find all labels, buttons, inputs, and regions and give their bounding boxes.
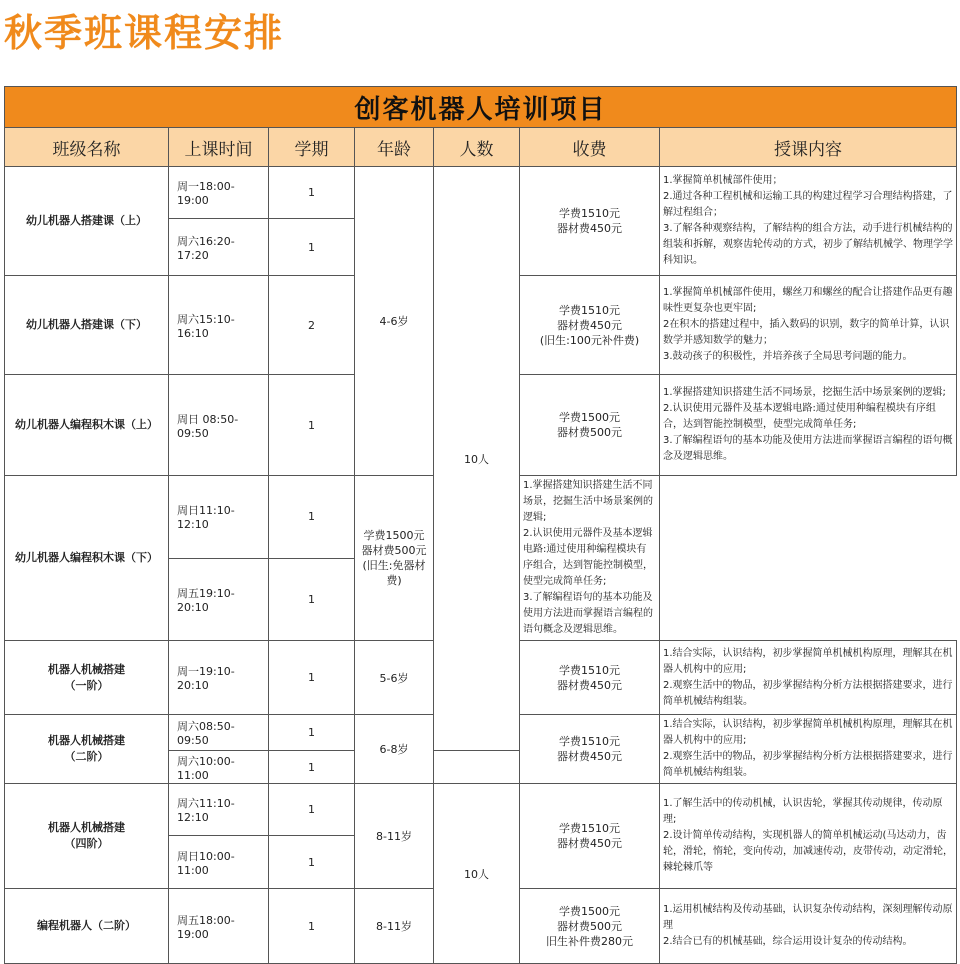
age-range: 6-8岁 — [355, 715, 434, 784]
class-time: 周六15:10-16:10 — [169, 276, 269, 375]
class-term: 1 — [269, 641, 355, 715]
class-fee: 学费1510元 器材费450元 — [520, 784, 660, 889]
course-schedule-table — [4, 86, 957, 964]
header-term: 学期 — [269, 128, 355, 167]
course-table-wrapper — [4, 86, 956, 964]
class-fee: 学费1510元 器材费450元 — [520, 167, 660, 276]
class-time: 周日10:00-11:00 — [169, 836, 269, 889]
class-content: 1.了解生活中的传动机械，认识齿轮，掌握其传动规律，传动原理; 2.设计简单传动结构，实现机器人的简单机械运动(马达动力，齿轮，滑轮，惰轮，变向传动，加减速传动，皮带传动，动定滑轮，棘轮棘爪等 — [660, 784, 957, 889]
class-name: 机器人机械搭建 （四阶） — [5, 784, 169, 889]
class-fee: 学费1510元 器材费450元 — [520, 641, 660, 715]
header-class-time: 上课时间 — [169, 128, 269, 167]
class-fee: 学费1510元 器材费450元 (旧生:100元补件费) — [520, 276, 660, 375]
class-content: 1.掌握搭建知识搭建生活不同场景，挖掘生活中场景案例的逻辑; 2.认识使用元器件及基本逻辑电路:通过使用种编程模块有序组合，达到智能控制模型，使型完成简单任务; 3.了解编程语句的基本功能及使用方法进而掌握语言编程的语句概念及逻辑思维。 — [520, 476, 660, 641]
class-size: 10人 — [434, 784, 520, 964]
class-time: 周六08:50-09:50 — [169, 715, 269, 751]
class-name: 机器人机械搭建 （二阶） — [5, 715, 169, 784]
class-fee: 学费1500元 器材费500元 — [520, 375, 660, 476]
class-name: 幼儿机器人搭建课（下） — [5, 276, 169, 375]
header-age: 年龄 — [355, 128, 434, 167]
header-class-name: 班级名称 — [5, 128, 169, 167]
class-content: 1.掌握搭建知识搭建生活不同场景，挖掘生活中场景案例的逻辑; 2.认识使用元器件及基本逻辑电路:通过使用种编程模块有序组合，达到智能控制模型，使型完成简单任务; 3.了解编程语句的基本功能及使用方法进而掌握语言编程的语句概念及逻辑思维。 — [660, 375, 957, 476]
age-range: 5-6岁 — [355, 641, 434, 715]
age-range: 8-11岁 — [355, 784, 434, 889]
header-content: 授课内容 — [660, 128, 957, 167]
class-term: 1 — [269, 167, 355, 219]
class-term: 1 — [269, 836, 355, 889]
table-header-row — [5, 128, 957, 167]
class-size: 10人 — [434, 167, 520, 751]
class-term: 1 — [269, 889, 355, 964]
class-time: 周一18:00-19:00 — [169, 167, 269, 219]
class-term: 1 — [269, 476, 355, 559]
class-fee: 学费1510元 器材费450元 — [520, 715, 660, 784]
class-time: 周六10:00-11:00 — [169, 751, 269, 784]
class-content: 1.结合实际，认识结构，初步掌握简单机械机构原理，理解其在机器人机构中的应用; 2.观察生活中的物品，初步掌握结构分析方法根据搭建要求，进行简单机械结构组装。 — [660, 715, 957, 784]
table-banner: 创客机器人培训项目 — [5, 87, 957, 128]
class-content: 1.运用机械结构及传动基础，认识复杂传动结构，深刻理解传动原理 2.结合已有的机械基础，综合运用设计复杂的传动结构。 — [660, 889, 957, 964]
class-time: 周六16:20-17:20 — [169, 219, 269, 276]
table-row — [5, 784, 957, 836]
class-fee: 学费1500元 器材费500元 (旧生:免器材费) — [355, 476, 434, 641]
class-name: 幼儿机器人搭建课（上） — [5, 167, 169, 276]
class-content: 1.掌握简单机械部件使用； 2.通过各种工程机械和运输工具的构建过程学习合理结构搭建，了解过程组合； 3.了解各种观察结构，了解结构的组合方法，动手进行机械结构的组装和拆解，观察齿轮传动的方式，初步了解结机械学、物理学学科知识。 — [660, 167, 957, 276]
class-fee: 学费1500元 器材费500元 旧生补件费280元 — [520, 889, 660, 964]
class-time: 周五18:00-19:00 — [169, 889, 269, 964]
class-term: 2 — [269, 276, 355, 375]
class-term: 1 — [269, 375, 355, 476]
age-range: 4-6岁 — [355, 167, 434, 476]
class-content: 1.结合实际，认识结构，初步掌握简单机械机构原理，理解其在机器人机构中的应用; 2.观察生活中的物品，初步掌握结构分析方法根据搭建要求，进行简单机械结构组装。 — [660, 641, 957, 715]
class-term: 1 — [269, 558, 355, 641]
age-range: 8-11岁 — [355, 889, 434, 964]
class-term: 1 — [269, 751, 355, 784]
class-term: 1 — [269, 219, 355, 276]
table-row — [5, 167, 957, 219]
class-time: 周五19:10-20:10 — [169, 558, 269, 641]
class-time: 周日11:10-12:10 — [169, 476, 269, 559]
class-term: 1 — [269, 784, 355, 836]
class-name: 幼儿机器人编程积木课（上） — [5, 375, 169, 476]
class-name: 幼儿机器人编程积木课（下） — [5, 476, 169, 641]
class-name: 编程机器人（二阶） — [5, 889, 169, 964]
class-content: 1.掌握简单机械部件使用，螺丝刀和螺丝的配合让搭建作品更有趣味性更复杂也更牢固; 2在积木的搭建过程中，插入数码的识别，数字的简单计算，认识数学并感知数学的魅力； 3.鼓动孩子的积极性，并培养孩子全局思考问题的能力。 — [660, 276, 957, 375]
page-title: 秋季班课程安排 — [4, 11, 285, 55]
header-fee: 收费 — [520, 128, 660, 167]
header-count: 人数 — [434, 128, 520, 167]
class-time: 周六11:10-12:10 — [169, 784, 269, 836]
class-time: 周一19:10-20:10 — [169, 641, 269, 715]
class-term: 1 — [269, 715, 355, 751]
class-time: 周日 08:50-09:50 — [169, 375, 269, 476]
class-name: 机器人机械搭建 （一阶） — [5, 641, 169, 715]
